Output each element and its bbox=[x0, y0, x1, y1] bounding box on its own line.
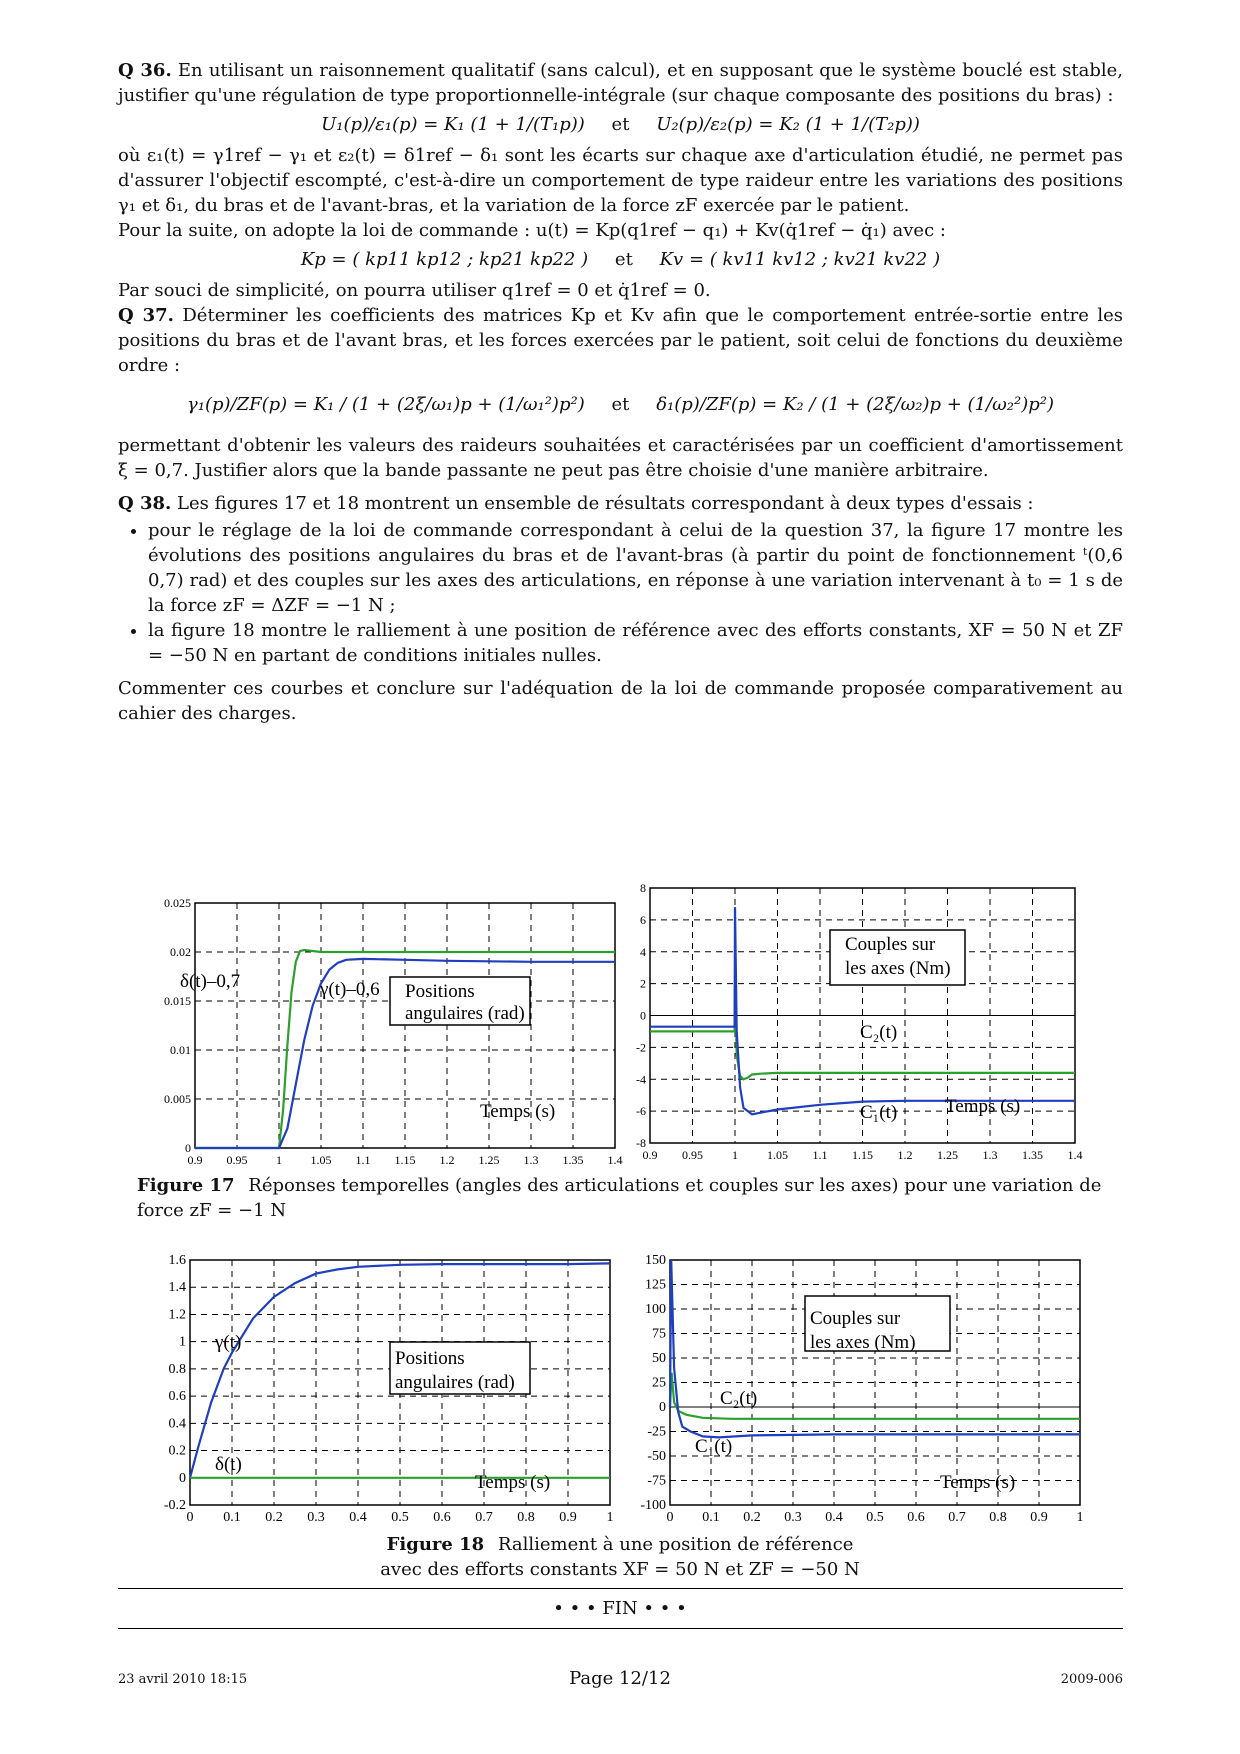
x-tick-label: 1.25 bbox=[478, 1153, 500, 1167]
q38-bullet: • la figure 18 montre le ralliement à une position de référence avec des efforts constants, XF = 50 N et ZF = −50 N en partant de conditions initiales nulles. bbox=[148, 618, 1123, 668]
chart-annotation: les axes (Nm) bbox=[845, 958, 951, 979]
x-tick-label: 0 bbox=[666, 1510, 674, 1525]
y-tick-label: 1.6 bbox=[168, 1253, 186, 1268]
y-tick-label: -2 bbox=[636, 1040, 646, 1055]
x-tick-label: 0.7 bbox=[475, 1510, 493, 1525]
x-tick-label: 1.35 bbox=[1022, 1148, 1043, 1162]
q37-label: Q 37. bbox=[118, 305, 174, 326]
matrix-kv: Kv = ( kv11 kv12 ; kv21 kv22 ) bbox=[659, 249, 941, 270]
chart-fig17a bbox=[150, 895, 623, 1175]
q38-bullet: • pour le réglage de la loi de commande correspondant à celui de la question 37, la figure 17 montre les évolutions des positions angulaires du bras et de l'avant-bras (à partir du point de fonctionnement ᵗ(0,6 0,7) rad) et des couples sur les axes des articulations, en réponse à une variation intervenant à t₀ = 1 s de la force zF = ΔZF = −1 N ; bbox=[148, 518, 1123, 618]
x-tick-label: 1.4 bbox=[607, 1153, 623, 1167]
figure18-label: Figure 18 bbox=[386, 1534, 485, 1555]
y-tick-label: 25 bbox=[652, 1375, 666, 1391]
x-tick-label: 0.3 bbox=[784, 1510, 802, 1525]
x-tick-label: 0.2 bbox=[265, 1510, 283, 1525]
q36-eq-and: et bbox=[611, 114, 630, 135]
y-tick-label: 150 bbox=[645, 1253, 666, 1268]
q36-text3: Pour la suite, on adopte la loi de commande : u(t) = Kp(q1ref − q₁) + Kv(q̇1ref − q̇₁) avec : bbox=[118, 220, 946, 241]
y-tick-label: -6 bbox=[636, 1104, 646, 1119]
x-tick-label: 1.25 bbox=[937, 1148, 958, 1162]
y-tick-label: -0.2 bbox=[163, 1498, 186, 1513]
x-tick-label: 0.9 bbox=[642, 1148, 658, 1162]
chart-fig17b bbox=[620, 880, 1083, 1175]
chart-annotation: δ(t)–0,7 bbox=[180, 971, 241, 992]
y-tick-label: -75 bbox=[647, 1473, 666, 1489]
divider-top bbox=[118, 1588, 1123, 1589]
figure17-caption bbox=[137, 1173, 1107, 1223]
y-tick-label: 1 bbox=[179, 1334, 186, 1350]
page-content bbox=[118, 58, 1123, 726]
x-tick-label: 1 bbox=[1076, 1510, 1084, 1525]
q37-paragraph bbox=[118, 303, 1123, 378]
footer-code: 2009-006 bbox=[1060, 1672, 1123, 1687]
chart-annotation: C₁(t) bbox=[860, 1102, 898, 1123]
y-tick-label: 0 bbox=[659, 1400, 666, 1415]
chart-fig18a bbox=[145, 1252, 615, 1527]
y-tick-label: 75 bbox=[652, 1326, 666, 1342]
x-tick-label: 0.2 bbox=[743, 1510, 761, 1525]
x-tick-label: 0.95 bbox=[682, 1148, 703, 1162]
q38-text2: Commenter ces courbes et conclure sur l'adéquation de la loi de commande proposée comparativement au cahier des charges. bbox=[118, 678, 1123, 724]
q38-label: Q 38. bbox=[118, 493, 172, 514]
x-tick-label: 0.4 bbox=[349, 1510, 367, 1525]
chart-annotation: Couples sur bbox=[810, 1308, 901, 1329]
chart-annotation: Temps (s) bbox=[945, 1096, 1021, 1117]
x-tick-label: 0.9 bbox=[559, 1510, 577, 1525]
x-tick-label: 0.6 bbox=[433, 1510, 451, 1525]
x-tick-label: 1.15 bbox=[394, 1153, 416, 1167]
q36-text2: où ε₁(t) = γ1ref − γ₁ et ε₂(t) = δ1ref − δ₁ sont les écarts sur chaque axe d'articulation étudié, ne permet pas d'assurer l'objectif escompté, c'est-à-dire un comportement de type raideur entre les variations des positions γ₁ et δ₁, du bras et de l'avant-bras, et la variation de la force zF exercée par le patient. bbox=[118, 145, 1123, 216]
y-tick-label: 0.8 bbox=[168, 1361, 186, 1377]
q36-equation bbox=[118, 112, 1123, 137]
q37-eq-and: et bbox=[611, 394, 630, 415]
x-tick-label: 1.4 bbox=[1067, 1148, 1083, 1162]
chart-annotation: angulaires (rad) bbox=[395, 1372, 515, 1393]
q38-text: Les figures 17 et 18 montrent un ensemble de résultats correspondant à deux types d'essais : bbox=[177, 493, 1034, 514]
x-tick-label: 0.4 bbox=[825, 1510, 843, 1525]
x-tick-label: 0.5 bbox=[391, 1510, 409, 1525]
x-tick-label: 1.05 bbox=[767, 1148, 788, 1162]
x-tick-label: 0.8 bbox=[989, 1510, 1007, 1525]
x-tick-label: 1.05 bbox=[310, 1153, 332, 1167]
q36-matrix-and: et bbox=[614, 249, 633, 270]
q36-eq1: U₁(p)/ε₁(p) = K₁ (1 + 1/(T₁p)) bbox=[321, 114, 585, 135]
chart-annotation: Temps (s) bbox=[475, 1472, 551, 1493]
x-tick-label: 0.95 bbox=[226, 1153, 248, 1167]
divider-bottom bbox=[118, 1628, 1123, 1629]
x-tick-label: 1 bbox=[606, 1510, 614, 1525]
x-tick-label: 1 bbox=[732, 1148, 738, 1162]
x-tick-label: 0.7 bbox=[948, 1510, 966, 1525]
y-tick-label: -50 bbox=[647, 1449, 666, 1464]
chart-annotation: C₂(t) bbox=[720, 1388, 758, 1409]
x-tick-label: 1 bbox=[276, 1153, 282, 1167]
page-number: Page 12/12 bbox=[569, 1668, 671, 1689]
figure18-text2: avec des efforts constants XF = 50 N et ZF = −50 N bbox=[380, 1559, 860, 1580]
q38-bullets bbox=[118, 518, 1123, 668]
q37-text2: permettant d'obtenir les valeurs des raideurs souhaitées et caractérisées par un coefficient d'amortissement ξ = 0,7. Justifier alors que la bande passante ne peut pas être choisie d'une manière arbitraire. bbox=[118, 435, 1123, 481]
y-tick-label: -25 bbox=[647, 1424, 666, 1440]
q36-paragraph bbox=[118, 58, 1123, 108]
x-tick-label: 0.8 bbox=[517, 1510, 535, 1525]
fin-marker: • • • FIN • • • bbox=[553, 1598, 687, 1619]
y-tick-label: -4 bbox=[636, 1072, 646, 1087]
q37-eq2: δ₁(p)/ZF(p) = K₂ / (1 + (2ξ/ω₂)p + (1/ω₂²)p²) bbox=[656, 394, 1054, 415]
y-tick-label: -100 bbox=[640, 1498, 666, 1513]
chart-annotation: Positions bbox=[405, 981, 475, 1002]
x-tick-label: 1.35 bbox=[562, 1153, 584, 1167]
figure17-label: Figure 17 bbox=[137, 1175, 235, 1196]
x-tick-label: 1.2 bbox=[439, 1153, 455, 1167]
y-tick-label: 8 bbox=[640, 881, 646, 895]
y-tick-label: 100 bbox=[645, 1302, 666, 1317]
y-tick-label: 0.025 bbox=[164, 896, 191, 910]
chart-annotation: Temps (s) bbox=[480, 1101, 556, 1122]
chart-annotation: Temps (s) bbox=[940, 1472, 1016, 1493]
y-tick-label: 1.4 bbox=[168, 1280, 186, 1296]
x-tick-label: 0.9 bbox=[187, 1153, 203, 1167]
y-tick-label: 0.6 bbox=[168, 1389, 186, 1405]
figure17-text: Réponses temporelles (angles des articulations et couples sur les axes) pour une variation de force zF = −1 N bbox=[137, 1175, 1102, 1221]
matrix-kp: Kp = ( kp11 kp12 ; kp21 kp22 ) bbox=[300, 249, 589, 270]
x-tick-label: 0.1 bbox=[223, 1510, 241, 1525]
chart-annotation: γ(t) bbox=[215, 1332, 242, 1353]
figure18-text: Ralliement à une position de référence bbox=[497, 1534, 854, 1555]
y-tick-label: 0.01 bbox=[170, 1043, 191, 1057]
chart-annotation: C₂(t) bbox=[860, 1022, 898, 1043]
y-tick-label: 4 bbox=[640, 944, 646, 959]
x-tick-label: 0.6 bbox=[907, 1510, 925, 1525]
x-tick-label: 1.3 bbox=[523, 1153, 539, 1167]
chart-annotation: Couples sur bbox=[845, 934, 936, 955]
q36-label: Q 36. bbox=[118, 60, 172, 81]
y-tick-label: 0.015 bbox=[164, 994, 191, 1008]
q36-eq2: U₂(p)/ε₂(p) = K₂ (1 + 1/(T₂p)) bbox=[656, 114, 920, 135]
y-tick-label: 0 bbox=[185, 1141, 191, 1155]
chart-annotation: C₁(t) bbox=[695, 1436, 733, 1457]
x-tick-label: 1.1 bbox=[355, 1153, 371, 1167]
chart-annotation: δ(t) bbox=[215, 1454, 242, 1475]
y-tick-label: 50 bbox=[652, 1351, 666, 1366]
q37-equation bbox=[118, 392, 1123, 417]
x-tick-label: 0 bbox=[186, 1510, 194, 1525]
q36-text: En utilisant un raisonnement qualitatif (sans calcul), et en supposant que le système bouclé est stable, justifier qu'une régulation de type proportionnelle-intégrale (sur chaque composante des positions du bras) : bbox=[118, 60, 1124, 106]
x-tick-label: 0.1 bbox=[702, 1510, 720, 1525]
y-tick-label: 0.2 bbox=[168, 1443, 186, 1459]
figure18-caption bbox=[0, 1532, 1240, 1582]
q38-paragraph bbox=[118, 491, 1123, 516]
chart-fig18b bbox=[620, 1252, 1090, 1527]
y-tick-label: 0 bbox=[640, 1008, 646, 1023]
y-tick-label: 2 bbox=[640, 976, 646, 991]
chart-annotation: angulaires (rad) bbox=[405, 1003, 525, 1024]
y-tick-label: 125 bbox=[645, 1277, 666, 1293]
y-tick-label: 1.2 bbox=[168, 1307, 186, 1323]
x-tick-label: 1.15 bbox=[852, 1148, 873, 1162]
q36-matrices bbox=[118, 247, 1123, 272]
chart-annotation: les axes (Nm) bbox=[810, 1332, 916, 1353]
x-tick-label: 1.1 bbox=[812, 1148, 828, 1162]
x-tick-label: 0.5 bbox=[866, 1510, 884, 1525]
y-tick-label: 0 bbox=[179, 1470, 186, 1486]
q37-text: Déterminer les coefficients des matrices Kp et Kv afin que le comportement entrée-sortie entre les positions du bras et de l'avant bras, et les forces exercées par le patient, soit celui de fonctions du deuxième ordre : bbox=[118, 305, 1123, 376]
x-tick-label: 0.9 bbox=[1030, 1510, 1048, 1525]
y-tick-label: 0.005 bbox=[164, 1092, 191, 1106]
x-tick-label: 1.2 bbox=[897, 1148, 913, 1162]
y-tick-label: 6 bbox=[640, 912, 646, 927]
q37-eq1: γ₁(p)/ZF(p) = K₁ / (1 + (2ξ/ω₁)p + (1/ω₁²)p²) bbox=[187, 394, 585, 415]
y-tick-label: -8 bbox=[636, 1136, 646, 1150]
footer-date: 23 avril 2010 18:15 bbox=[118, 1672, 248, 1687]
x-tick-label: 0.3 bbox=[307, 1510, 325, 1525]
q36-text4: Par souci de simplicité, on pourra utiliser q1ref = 0 et q̇1ref = 0. bbox=[118, 280, 711, 301]
x-tick-label: 1.3 bbox=[982, 1148, 998, 1162]
y-tick-label: 0.02 bbox=[170, 945, 191, 959]
chart-annotation: Positions bbox=[395, 1348, 465, 1369]
chart-annotation: γ(t)–0,6 bbox=[320, 979, 380, 1000]
y-tick-label: 0.4 bbox=[168, 1416, 186, 1432]
